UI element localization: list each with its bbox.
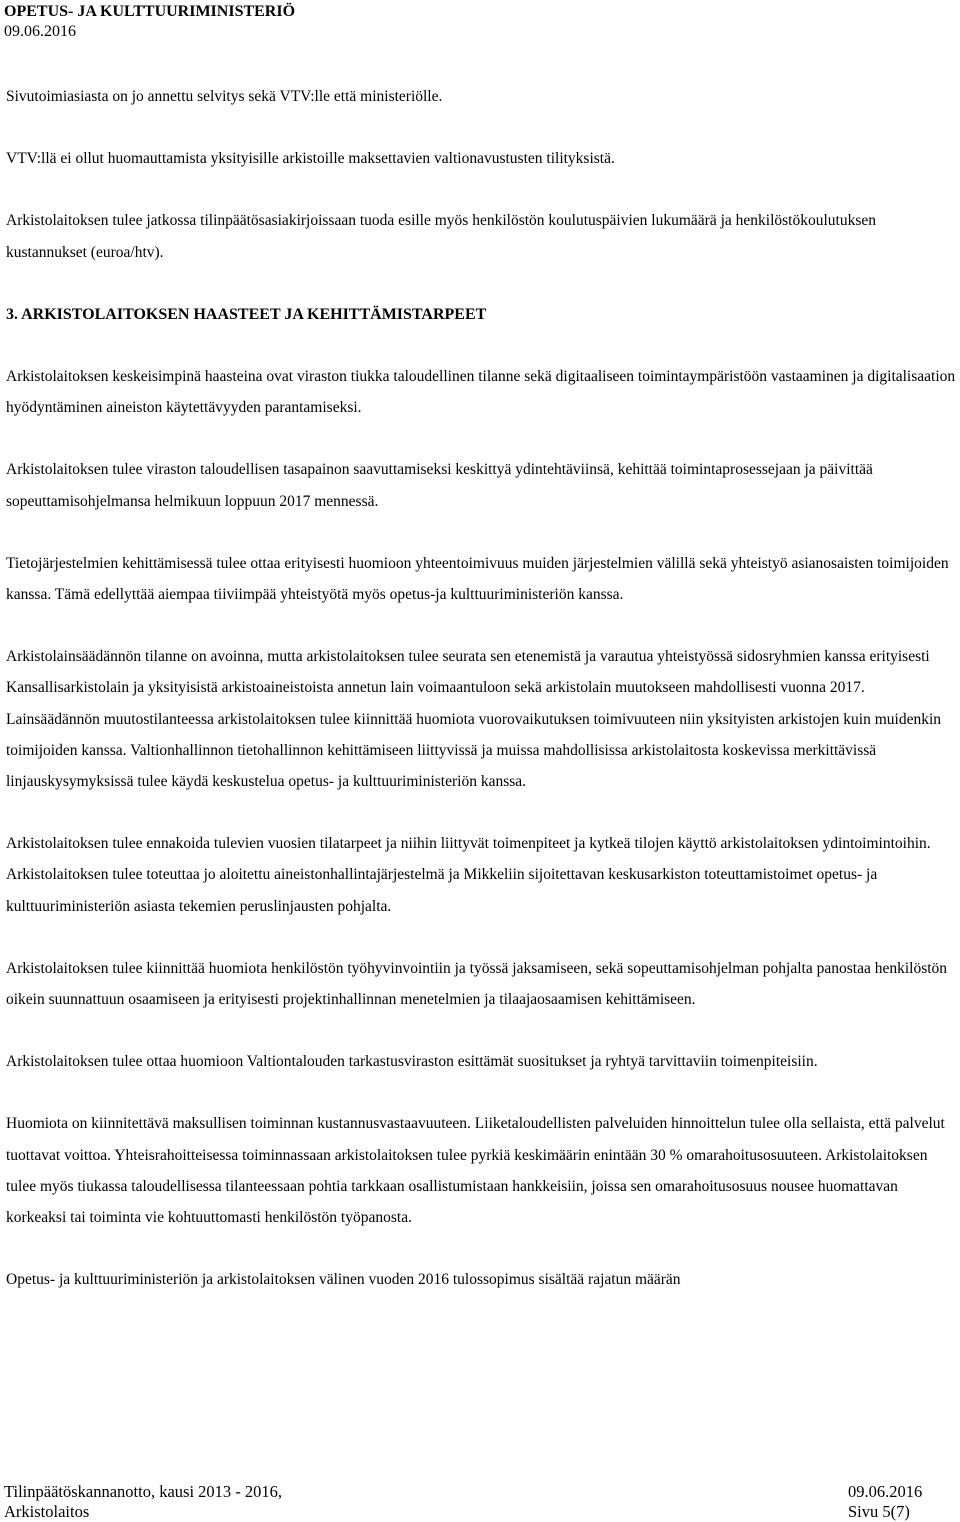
paragraph: VTV:llä ei ollut huomauttamista yksityisille arkistoille maksettavien valtionavustusten tilityksistä.: [6, 150, 615, 168]
footer-document-title: Tilinpäätöskannanotto, kausi 2013 - 2016,: [4, 1482, 283, 1501]
paragraph: Arkistolaitoksen tulee jatkossa tilinpäätösasiakirjoissaan tuoda esille myös henkilöstön koulutuspäivien lukumäärä ja henkilöstökoulutuksen kustannukset (euroa/htv).: [6, 212, 877, 261]
paragraph: Arkistolaitoksen keskeisimpinä haasteina ovat viraston tiukka taloudellinen tilanne sekä digitaaliseen toimintaympäristöön vastaaminen ja digitalisaation hyödyntäminen aineiston käytettävyyden parantamiseksi.: [6, 368, 956, 417]
page-header: [4, 2, 295, 42]
paragraph: Arkistolaitoksen tulee ottaa huomioon Valtiontalouden tarkastusviraston esittämät suositukset ja ryhtyä tarvittaviin toimenpiteisiin.: [6, 1053, 818, 1071]
paragraph: Arkistolaitoksen tulee kiinnittää huomiota henkilöstön työhyvinvointiin ja työssä jaksamiseen, sekä sopeuttamisohjelman pohjalta panostaa henkilöstön oikein suunnattuun osaamiseen ja erityisesti projektinhallinnan menetelmien ja tilaajaosaamisen kehittämiseen.: [6, 959, 948, 1009]
section-heading: 3. ARKISTOLAITOKSEN HAASTEET JA KEHITTÄMISTARPEET: [6, 305, 487, 323]
paragraph: Opetus- ja kulttuuriministeriön ja arkistolaitoksen välinen vuoden 2016 tulossopimus sisältää rajatun määrän: [6, 1271, 681, 1289]
page-footer: [4, 1482, 956, 1522]
header-organization: OPETUS- JA KULTTUURIMINISTERIÖ: [4, 3, 296, 20]
header-date: 09.06.2016: [4, 23, 76, 40]
paragraph: Tietojärjestelmien kehittämisessä tulee ottaa erityisesti huomioon yhteentoimivuus muiden järjestelmien välillä sekä yhteistyö asianosaisten toimijoiden kanssa. Tämä edellyttää aiempaa tiiviimpää yhteistyötä myös opetus-ja kulttuuriministeriön kanssa.: [6, 554, 949, 604]
document-body: [6, 81, 956, 1295]
footer-date: 09.06.2016: [848, 1482, 923, 1501]
paragraph: Huomiota on kiinnitettävä maksullisen toiminnan kustannusvastaavuuteen. Liiketaloudellisten palveluiden hinnoittelun tulee olla sellaista, että palvelut tuottavat voittoa. Yhteisrahoitteisessa toiminnassaan arkistolaitoksen tulee pyrkiä keskimäärin enintään 30 % omarahoitusosuuteen. Arkistolaitoksen tulee myös tiukassa taloudellisessa tilanteessaan pohtia tarkkaan osallistumistaan hankkeisiin, joissa sen omarahoitusosuus nousee huomattavan korkeaksi tai toiminta vie kohtuuttomasti henkilöstön työpanosta.: [6, 1115, 945, 1227]
paragraph: Arkistolaitoksen tulee ennakoida tulevien vuosien tilatarpeet ja niihin liittyvät toimenpiteet ja kytkeä tilojen käyttö arkistolaitoksen ydintoimintoihin. Arkistolaitoksen tulee toteuttaa jo aloitettu aineistonhallintajärjestelmä ja Mikkeliin sijoitettavan keskusarkiston toteuttamistoimet opetus- ja kulttuuriministeriön asiasta tekemien peruslinjausten pohjalta.: [6, 835, 931, 915]
paragraph: Arkistolainsäädännön tilanne on avoinna, mutta arkistolaitoksen tulee seurata sen etenemistä ja varautua yhteistyössä sidosryhmien kanssa erityisesti Kansallisarkistolain ja yksityisistä arkistoaineistoista annetun lain voimaantuloon sekä arkistolain muutokseen mahdollisesti vuonna 2017. Lainsäädännön muutostilanteessa arkistolaitoksen tulee kiinnittää huomiota vuorovaikutuksen toimivuuteen niin yksityisten arkistojen kuin muidenkin toimijoiden kanssa. Valtionhallinnon tietohallinnon kehittämiseen liittyvissä ja muissa mahdollisissa arkistolaitosta koskevissa merkittävissä linjauskysymyksissä tulee käydä keskustelua opetus- ja kulttuuriministeriön kanssa.: [6, 648, 942, 791]
paragraph: Arkistolaitoksen tulee viraston taloudellisen tasapainon saavuttamiseksi keskittyä ydintehtäviinsä, kehittää toimintaprosessejaan ja päivittää sopeuttamisohjelmansa helmikuun loppuun 2017 mennessä.: [6, 461, 873, 510]
paragraph: Sivutoimiasiasta on jo annettu selvitys sekä VTV:lle että ministeriölle.: [6, 88, 443, 105]
footer-page-number: Sivu 5(7): [848, 1502, 910, 1521]
footer-agency: Arkistolaitos: [4, 1502, 90, 1521]
